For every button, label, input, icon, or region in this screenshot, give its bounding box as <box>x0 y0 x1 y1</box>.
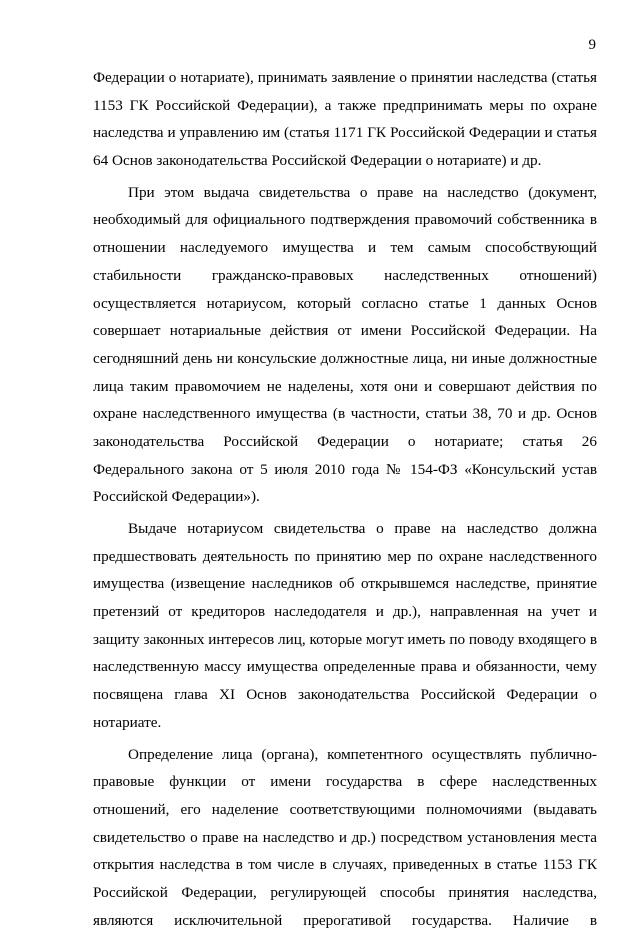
text-line: защиту законных интересов лиц, которые могут иметь по поводу входящего в <box>93 630 597 648</box>
text-line: Выдаче нотариусом свидетельства о праве на наследство должна <box>128 520 597 537</box>
paragraph <box>93 515 597 737</box>
text-line: имущества (извещение наследников об открывшемся наследстве, принятие <box>93 575 597 593</box>
text-line: охране наследственного имущества (в частности, статьи 38, 70 и др. Основ <box>93 405 597 423</box>
text-line: сегодняшний день ни консульские должностные лица, ни иные должностные <box>93 349 597 367</box>
text-line: Определение лица (органа), компетентного осуществлять публично- <box>128 745 597 763</box>
page-body <box>93 64 597 938</box>
text-line: наследства и управлению им (статья 1171 ГК Российской Федерации и статья <box>93 124 597 142</box>
text-line: стабильности гражданско-правовых наследственных отношений) <box>93 266 597 284</box>
text-line: являются исключительной прерогативой государства. Наличие в <box>93 911 597 929</box>
text-line: претензий от кредиторов наследодателя и др.), направленная на учет и <box>93 603 597 621</box>
paragraph <box>93 179 597 511</box>
text-line: При этом выдача свидетельства о праве на наследство (документ, <box>128 183 597 201</box>
text-line: Федерального закона от 5 июля 2010 года № 154-ФЗ «Консульский устав <box>93 460 597 478</box>
text-line: посвящена глава XI Основ законодательства Российской Федерации о <box>93 686 597 704</box>
text-line: отношении наследуемого имущества и тем самым способствующий <box>93 239 597 257</box>
text-line: правовые функции от имени государства в сфере наследственных <box>93 773 597 791</box>
text-line: Российской Федерации»). <box>93 488 260 506</box>
text-line: предшествовать деятельность по принятию мер по охране наследственного <box>93 547 597 565</box>
text-line: лица таким правомочием не наделены, хотя они и совершают действия по <box>93 377 597 395</box>
text-line: Федерации о нотариате), принимать заявление о принятии наследства (статья <box>93 69 597 86</box>
text-line: осуществляется нотариусом, который согласно статье 1 данных Основ <box>93 294 597 312</box>
text-line: открытия наследства в том числе в случаях, приведенных в статье 1153 ГК <box>93 856 597 874</box>
text-line: законодательства Российской Федерации о нотариате; статья 26 <box>93 432 597 450</box>
text-line: 1153 ГК Российской Федерации), а также предпринимать меры по охране <box>93 96 597 114</box>
text-line: Российской Федерации, регулирующей способы принятия наследства, <box>93 883 597 901</box>
text-line: необходимый для официального подтверждения правомочий собственника в <box>93 211 597 229</box>
page-number: 9 <box>588 37 596 53</box>
text-line: наследственную массу имущества определенные права и обязанности, чему <box>93 658 597 676</box>
text-line: отношений, его наделение соответствующими полномочиями (выдавать <box>93 800 597 818</box>
paragraph <box>93 64 597 175</box>
text-line: совершает нотариальные действия от имени Российской Федерации. На <box>93 322 597 340</box>
paragraph <box>93 741 597 935</box>
text-line: свидетельство о праве на наследство и др.) посредством установления места <box>93 828 597 846</box>
text-line: 64 Основ законодательства Российской Федерации о нотариате) и др. <box>93 152 542 170</box>
text-line: нотариате. <box>93 713 162 731</box>
